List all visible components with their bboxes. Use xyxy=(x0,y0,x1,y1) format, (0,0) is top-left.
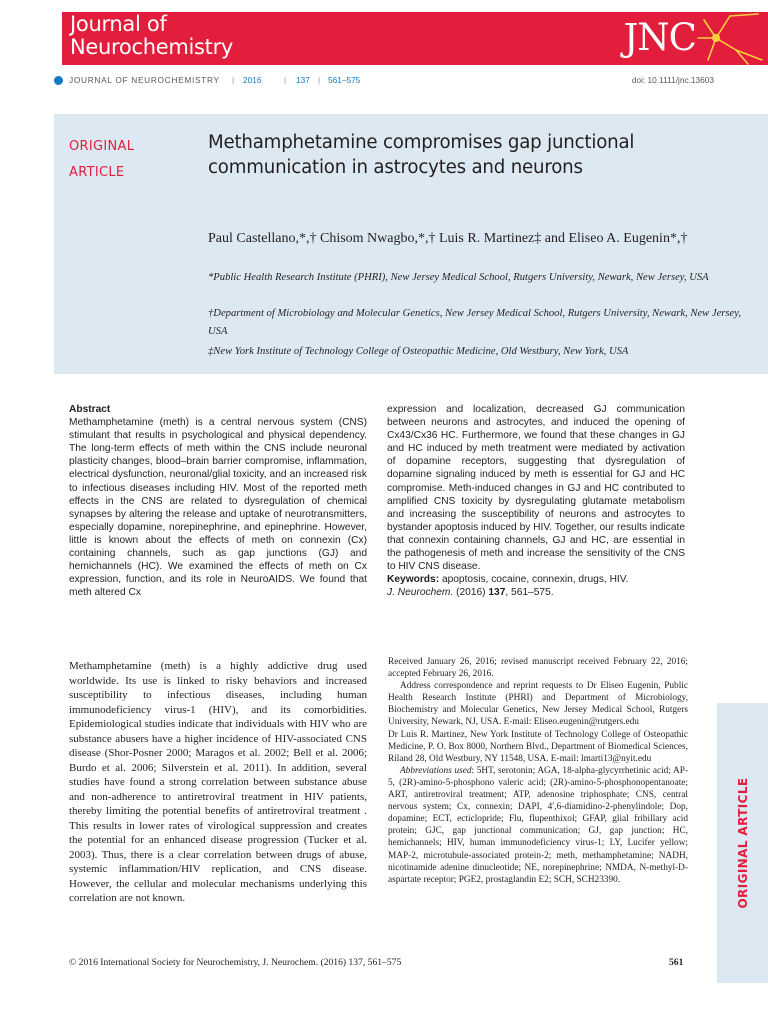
title-panel xyxy=(54,114,768,374)
journal-pages: 561–575 xyxy=(328,75,361,85)
affiliation: *Public Health Research Institute (PHRI), New Jersey Medical School, Rutgers University, Newark, New Jersey, USA xyxy=(208,272,709,283)
bullet-dot-icon xyxy=(54,76,63,85)
jnc-logo: JNC xyxy=(623,16,696,59)
received-dates: Received January 26, 2016; revised manuscript received February 22, 2016; accepted February 26, 2016. xyxy=(388,657,688,680)
introduction-text: Methamphetamine (meth) is a highly addictive drug used worldwide. Its use is linked to risky behaviors and increased susceptibility to infectious diseases, including human immunodeficiency virus-1 (HIV), and its comorbidities. Epidemiological studies indicate that individuals with HIV who are substance abusers have a higher incidence of HIV-associated CNS disease (Shor-Posner 2000; Maragos et al. 2002; Bell et al. 2006; Burdo et al. 2006; Silverstein et al. 2011). In addition, several studies have found a strong correlation between substance abuse and non-adherence to antiretroviral treatment in HIV patients, thereby limiting the potential benefits of antiretroviral treatment . This results in lower rates of virological suppression and creates the potential for an enhanced disease progression (Tucker et al. 2003). Thus, there is a clear correlation between drugs of abuse, systemic inflammation/HIV replication, and CNS disease. However, the cellular and molecular mechanisms underlying this correlation are not known. xyxy=(69,660,367,904)
journal-name: JOURNAL OF NEUROCHEMISTRY xyxy=(69,75,220,85)
correspondence-note: Address correspondence and reprint requests to Dr Eliseo Eugenin, Public Health Research Institute (PHRI) and Department of Microbiology, Biochemistry and Molecular Genetics, New Jersey Medical School, Rutgers University, Newark, NJ, USA. E-mail: Eliseo.eugenin@rutgers.edu xyxy=(388,681,688,728)
author-list: Paul Castellano,*,† Chisom Nwagbo,*,† Luis R. Martinez‡ and Eliseo A. Eugenin*,† xyxy=(208,231,688,246)
abstract-citation xyxy=(387,587,554,598)
secondary-correspondence: Dr Luis R. Martinez, New York Institute of Technology College of Osteopathic Medicine, P. O. Box 8000, Northern Blvd., Department of Biomedical Sciences, Riland 28, Old Westbury, NY 11548, USA. E-mail: lmarti13@nyit.edu xyxy=(388,729,688,764)
meta-separator: | xyxy=(284,75,287,85)
page-number: 561 xyxy=(669,957,684,968)
abbreviations-label: Abbreviations used xyxy=(400,765,472,776)
abstract-heading: Abstract xyxy=(69,404,111,415)
abstract-text: expression and localization, decreased GJ communication between neurons and astrocytes, and induced the opening of Cx43/Cx36 HC. Furthermore, we found that these changes in GJ and HC induced by meth treatment were mediated by activation of dopamine receptors, suggesting that dysregulation of dopamine signaling induced by meth is essential for GJ and HC compromise. Meth-induced changes in GJ and HC contributed to amplified CNS toxicity by dysregulating glutamate metabolism and increasing the susceptibility of neurons and astrocytes to bystander apoptosis induced by HIV. Together, our results indicate that connexin containing channels, GJ and HC, are essential in the pathogenesis of meth and increase the sensitivity of the CNS to HIV CNS disease. xyxy=(387,404,685,573)
journal-title-line2: Neurochemistry xyxy=(70,35,234,59)
journal-volume: 137 xyxy=(296,75,310,85)
side-tab-label: ORIGINAL ARTICLE xyxy=(735,777,750,909)
abstract-left-column xyxy=(69,403,367,599)
article-title: Methamphetamine compromises gap junctional communication in astrocytes and neurons xyxy=(208,132,635,178)
abbreviations xyxy=(388,765,688,886)
citation-volume: 137 xyxy=(488,587,506,599)
neuron-burst-icon xyxy=(696,12,768,65)
affiliation: †Department of Microbiology and Molecular Genetics, New Jersey Medical School, Rutgers University, Newark, New Jersey, USA xyxy=(208,308,742,337)
meta-separator: | xyxy=(232,75,235,85)
citation-pages: , 561–575. xyxy=(505,587,554,599)
abstract-text: Methamphetamine (meth) is a central nervous system (CNS) stimulant that results in psychological and physical dependency. The long-term effects of meth within the CNS include neuronal plasticity changes, blood–brain barrier compromise, inflammation, electrical dysfunction, neuronal/glial toxicity, and an increased risk to infectious diseases including HIV. Most of the reported meth effects in the CNS are related to dysregulation of chemical synapses by altering the release and uptake of neurotransmitters, especially dopamine, norepinephrine, and epinephrine. However, little is known about the effects of meth on connexin (Cx) containing channels, such as gap junctions (GJ) and hemichannels (HC). We examined the effects of meth on Cx expression, function, and its role in NeuroAIDS. We found that meth altered Cx xyxy=(69,417,367,599)
citation-journal: J. Neurochem. xyxy=(387,587,454,599)
footer-copyright: © 2016 International Society for Neurochemistry, J. Neurochem. (2016) 137, 561–575 xyxy=(69,957,402,968)
abstract-right-column xyxy=(387,403,685,599)
meta-separator: | xyxy=(318,75,321,85)
doi[interactable]: doi: 10.1111/jnc.13603 xyxy=(631,75,714,85)
journal-year: 2016 xyxy=(243,75,262,85)
journal-title xyxy=(70,13,233,59)
article-type-line2: ARTICLE xyxy=(69,165,125,180)
abbreviations-text: : 5HT, serotonin; AGA, 18-alpha-glycyrrhetinic acid; AP-5, (2R)-amino-5-phosphono valeric acid; (2R)-amino-5-phosphonopentanoate; ART, antiretroviral treatment; ATP, adenosine triphosphate; CNS, central nervous system; Cx, connexin; DAPI, 4′,6-diamidino-2-phenylindole; Dop, dopamine; ECT, ecticlopride; Flu, flupenthixol; GFAP, glial fribillary acid protein; GJC, gap junctional communication; GJ, gap junction; HC, hemichannels; HIV, human immunodeficiency virus-1; LY, Lucifer yellow; MAP-2, microtubule-associated protein-2; meth, methamphetamine; NADH, nicotinamide adenine dinucleotide; NE, norepinephrine; NMDA, N-methyl-D-aspartate receptor; PGE2, prostaglandin E2; SCH, SCH23390. xyxy=(388,765,689,885)
journal-title-line1: Journal of xyxy=(70,12,167,36)
article-type-line1: ORIGINAL xyxy=(69,139,135,154)
affiliation: ‡New York Institute of Technology College of Osteopathic Medicine, Old Westbury, New York, USA xyxy=(208,346,629,357)
article-type-side-tab xyxy=(717,703,768,983)
keywords: apoptosis, cocaine, connexin, drugs, HIV. xyxy=(441,574,629,586)
journal-masthead xyxy=(62,12,768,65)
keywords-label: Keywords: xyxy=(387,574,440,586)
article-notes xyxy=(388,656,688,886)
citation-year: (2016) xyxy=(456,587,486,599)
journal-meta-line xyxy=(54,74,714,88)
